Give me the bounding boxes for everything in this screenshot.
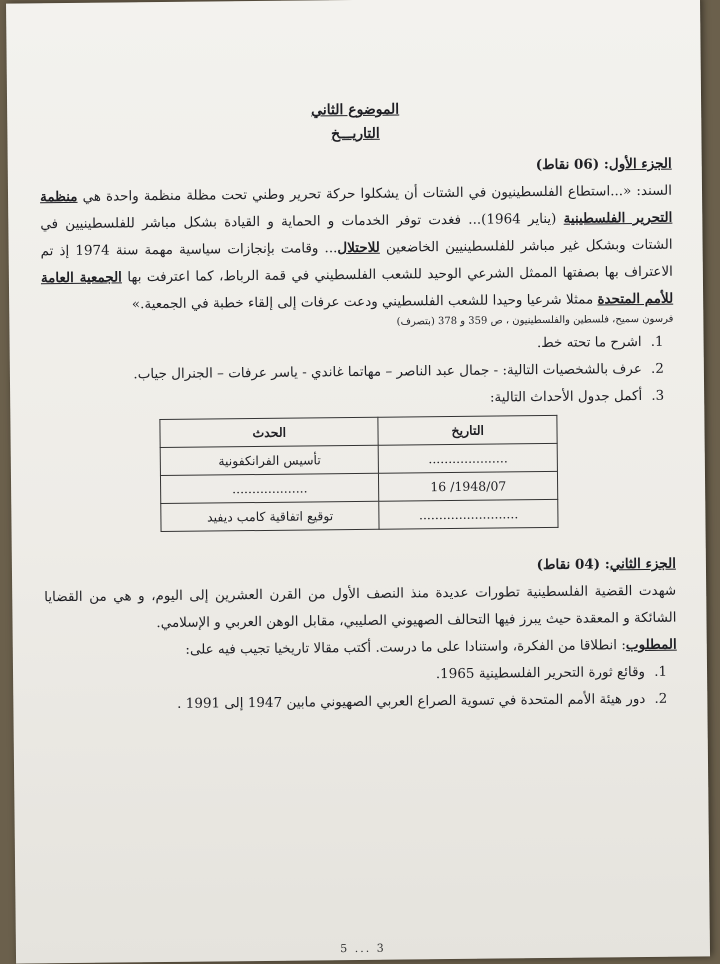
subject-title: التاريـــخ bbox=[330, 125, 380, 143]
essay-item-2 bbox=[45, 686, 677, 720]
part2-points: : (04 نقاط) bbox=[536, 556, 610, 574]
spacer bbox=[44, 527, 676, 550]
question-number: 1. bbox=[650, 333, 664, 350]
underlined-general-assembly: الجمعية العامة للأمم المتحدة bbox=[40, 269, 674, 308]
page-number: 5 ... 3 bbox=[340, 941, 386, 956]
source-text bbox=[40, 178, 673, 320]
cell-date: 1948/07/ 16 bbox=[379, 471, 558, 501]
cell-event: ................... bbox=[160, 473, 379, 503]
exam-content bbox=[39, 95, 677, 720]
question-number: 3. bbox=[651, 387, 665, 404]
cell-date: .................... bbox=[379, 443, 558, 473]
part1-label: الجزء الأول bbox=[608, 155, 672, 173]
required-label: المطلوب bbox=[625, 636, 677, 654]
item-number: 2. bbox=[654, 690, 668, 707]
part2-text: شهدت القضية الفلسطينية تطورات عديدة منذ النصف الأول من القرن العشرين إلى اليوم، و هي من القضايا الشائكة و المعقدة حيث يبرز فيها التحالف الصهيوني الصليبي، مقابل الوهن العربي و الإسلامي. bbox=[44, 582, 677, 632]
header-event: الحدث bbox=[160, 417, 379, 447]
topic-title: الموضوع الثاني bbox=[311, 101, 400, 119]
part2-label: الجزء الثاني bbox=[609, 555, 677, 573]
question-text: اشرح ما تحته خط. bbox=[536, 333, 642, 352]
underlined-occupation: للاحتلال bbox=[337, 239, 380, 257]
events-table bbox=[159, 415, 558, 532]
question-text: عرف بالشخصيات التالية: - جمال عبد الناصر – مهاتما غاندي - ياسر عرفات – الجنرال جياب. bbox=[133, 360, 642, 383]
header-date: التاريخ bbox=[378, 415, 557, 445]
source-text-g: ممثلا شرعيا وحيدا للشعب الفلسطيني ودعت عرفات إلى إلقاء خطبة في الجمعية.» bbox=[131, 291, 598, 313]
cell-date: ......................... bbox=[379, 499, 558, 529]
item-number: 1. bbox=[654, 663, 668, 680]
item-text: وقائع ثورة التحرير الفلسطينية 1965. bbox=[435, 663, 646, 683]
table-row bbox=[161, 499, 558, 531]
required-text: : انطلاقا من الفكرة، واستنادا على ما درست. أكتب مقالا تاريخيا تجيب فيه على: bbox=[185, 637, 626, 658]
source-text-a: «...استطاع الفلسطينيون في الشتات أن يشكلوا حركة تحرير وطني تحت مظلة منظمة واحدة هي bbox=[77, 183, 632, 205]
cell-event: توقيع اتفاقية كامب ديفيد bbox=[161, 501, 380, 531]
item-text: دور هيئة الأمم المتحدة في تسوية الصراع العربي الصهيوني مابين 1947 إلى 1991 . bbox=[177, 690, 646, 712]
citation: فرسون سميح، فلسطين والفلسطينيون ، ص 359 و 378 (بتصرف) bbox=[396, 313, 674, 328]
cell-event: تأسيس الفرانكفونية bbox=[160, 445, 379, 475]
source-label: السند: bbox=[631, 182, 673, 200]
source-text-e: ... وقامت بإنجازات سياسية مهمة سنة 1974 إذ تم الاعتراف بها بصفتها الممثل الشرعي الوحيد للشعب الفلسطيني في قمة الرباط، كما اعترفت بها bbox=[40, 240, 673, 286]
question-number: 2. bbox=[650, 360, 664, 377]
table-row bbox=[160, 471, 557, 503]
table-header-row bbox=[160, 415, 557, 447]
source-text-c: (يناير 1964)... فغدت توفر الخدمات و الحماية و القيادة بشكل مباشر للفلسطينيين في الشتات وبشكل غير مباشر للفلسطينيين الخاضعين bbox=[40, 210, 673, 256]
underlined-plo: منظمة التحرير الفلسطينية bbox=[39, 188, 673, 227]
exam-paper bbox=[6, 0, 710, 964]
part1-points: : (06 نقاط) bbox=[535, 156, 609, 174]
table-row bbox=[160, 443, 557, 475]
question-text: أكمل جدول الأحداث التالية: bbox=[489, 387, 643, 406]
